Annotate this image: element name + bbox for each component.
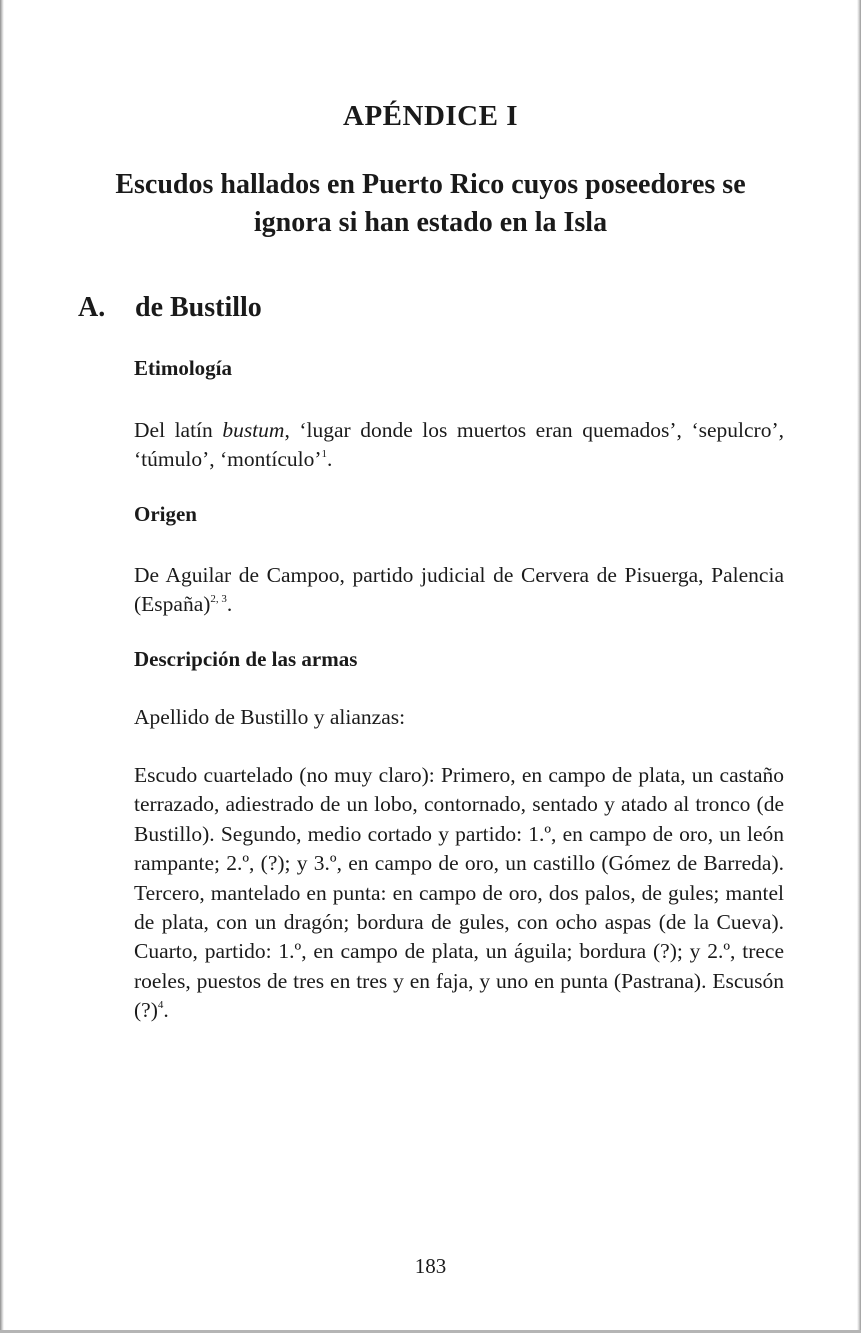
footnote-marker: 1 [321, 448, 327, 461]
etimologia-paragraph [134, 416, 784, 475]
section-letter: A. [78, 292, 106, 323]
etimologia-heading: Etimología [134, 356, 232, 380]
page-left-edge [0, 0, 4, 1333]
descripcion-heading: Descripción de las armas [134, 647, 358, 671]
origen-heading: Origen [134, 502, 197, 526]
origen-text: De Aguilar de Campoo, partido judicial de Cervera de Pisuerga, Palencia (España) [134, 563, 784, 617]
descripcion-body: Escudo cuartelado (no muy claro): Primero, en campo de plata, un castaño terrazado, adiestrado de un lobo, contornado, sentado y atado al tronco (de Bustillo). Segundo, medio cortado y partido: 1.º, en campo de oro, un león rampante; 2.º, (?); y 3.º, en campo de oro, un castillo (Gómez de Barreda). Tercero, mantelado en punta: en campo de oro, dos palos, de gules; mantel de plata, con un dragón; bordura de gules, con ocho aspas (de la Cueva). Cuarto, partido: 1.º, en campo de plata, un águila; bordura (?); y 2.º, trece roeles, puestos de tres en tres y en faja, y uno en punta (Pastrana). Escusón (?) [134, 763, 784, 1023]
etimologia-end: . [327, 447, 333, 472]
descripcion-end: . [163, 998, 169, 1023]
section-name: de Bustillo [135, 292, 262, 323]
section-heading [78, 292, 262, 324]
appendix-title: APÉNDICE I [343, 100, 518, 132]
descripcion-intro: Apellido de Bustillo y alianzas: [134, 705, 406, 729]
page-number: 183 [414, 1254, 447, 1278]
etimologia-text-before: Del latín [134, 418, 223, 442]
main-title: Escudos hallados en Puerto Rico cuyos poseedores se ignora si han estado en la Isla [115, 169, 746, 238]
etimologia-text-after: , ‘lugar donde los muertos eran quemados’, ‘sepulcro’, ‘túmulo’, ‘montículo’ [134, 418, 784, 472]
origen-paragraph [134, 561, 784, 620]
footnote-marker: 2, 3 [210, 593, 227, 606]
etimologia-latin-word: bustum [222, 418, 285, 442]
origen-end: . [226, 592, 233, 617]
page-right-edge [857, 0, 861, 1333]
footnote-marker: 4 [157, 999, 164, 1012]
descripcion-paragraph [134, 761, 784, 1026]
